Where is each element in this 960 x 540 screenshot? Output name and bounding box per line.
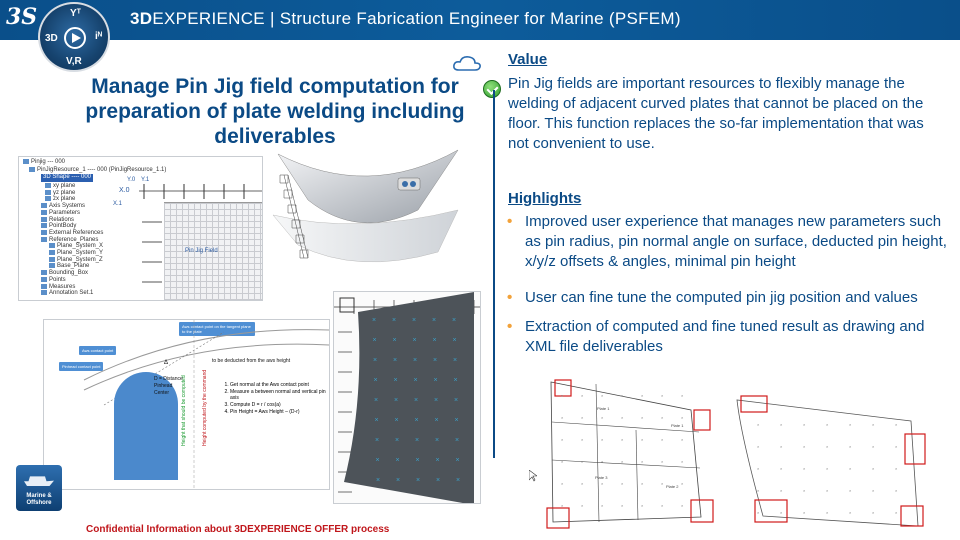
diagram-bubble-tangent: Aws contact point on the tangent plane to the plate <box>179 322 255 336</box>
tree-node-icon <box>41 290 47 295</box>
tree-item-label: Annotation Set.1 <box>49 290 94 297</box>
pin-marker: × <box>681 415 684 420</box>
diagram-step: 2. Measure a between normal and vertical pin axis <box>230 389 326 401</box>
tree-node-icon <box>29 167 35 172</box>
pin-marker: × <box>412 317 417 324</box>
pin-marker: × <box>372 317 377 324</box>
pin-marker: × <box>375 457 380 464</box>
pin-marker: × <box>375 437 380 444</box>
pin-marker: × <box>581 481 584 486</box>
row-ticks <box>117 207 162 301</box>
pin-marker: × <box>561 415 564 420</box>
pin-marker: × <box>601 503 604 508</box>
pin-marker: × <box>661 393 664 398</box>
compass-left: 3D <box>45 33 58 44</box>
pin-marker: × <box>661 415 664 420</box>
pin-marker: × <box>433 377 438 384</box>
tree-node-icon <box>45 190 51 195</box>
pin-marker: × <box>436 477 441 484</box>
pin-marker: × <box>374 417 379 424</box>
mouse-cursor-icon <box>529 470 537 482</box>
highlight-item <box>507 317 947 357</box>
deduct-text: to be deducted from the aws height <box>212 358 291 364</box>
pin-marker: × <box>826 488 829 493</box>
tree-item-label: PinJigResource_1 ---- 000 (PinJigResource_1.1) <box>37 167 167 174</box>
tree-item[interactable] <box>23 159 65 167</box>
pin-marker: × <box>412 337 417 344</box>
tree-item-label: xy plane <box>53 183 76 190</box>
pin-marker: × <box>780 510 783 515</box>
pin-marker: × <box>621 503 624 508</box>
pin-marker: × <box>661 503 664 508</box>
compass-icon[interactable] <box>38 2 110 72</box>
pin-marker: × <box>561 481 564 486</box>
pin-marker: × <box>601 437 604 442</box>
pin-marker: × <box>374 397 379 404</box>
header-bar <box>0 0 960 40</box>
pin-marker: × <box>757 488 760 493</box>
tree-node-icon <box>49 263 55 268</box>
tree-item-label: Plane_System_Y <box>57 250 104 257</box>
pin-marker: × <box>621 415 624 420</box>
pin-marker: × <box>392 317 397 324</box>
pin-marker: × <box>561 393 564 398</box>
tree-node-icon <box>45 196 51 201</box>
tree-node-icon <box>41 230 47 235</box>
drawing-1-lines <box>541 372 721 530</box>
pin-marker: × <box>872 488 875 493</box>
pin-marker: × <box>661 437 664 442</box>
tree-item-label: Relations <box>49 216 75 223</box>
pin-marker: × <box>849 488 852 493</box>
tree-item-label: Points <box>49 276 66 283</box>
pin-marker: × <box>455 457 460 464</box>
pin-marker: × <box>415 457 420 464</box>
pin-marker: × <box>826 466 829 471</box>
compass-bottom: V,R <box>66 56 82 67</box>
tree-node-icon <box>49 243 55 248</box>
compass-right: iᴺ <box>95 31 103 42</box>
pin-marker: × <box>434 417 439 424</box>
pin-marker: × <box>757 422 760 427</box>
column-divider <box>493 90 495 458</box>
pin-marker: × <box>872 466 875 471</box>
pin-marker: × <box>681 437 684 442</box>
highlight-text: Extraction of computed and fine tuned result as drawing and XML file deliverables <box>525 318 925 355</box>
pin-marker: × <box>641 437 644 442</box>
pin-marker: × <box>641 503 644 508</box>
brand-bold: 3D <box>130 9 153 28</box>
pin-marker: × <box>561 503 564 508</box>
tree-item-label: PointBody <box>49 223 77 230</box>
axis-x1-label: X.1 <box>113 201 123 207</box>
pin-marker: × <box>414 417 419 424</box>
pin-marker: × <box>433 357 438 364</box>
tree-node-icon <box>41 284 47 289</box>
pin-marker: × <box>803 466 806 471</box>
highlight-text: User can fine tune the computed pin jig position and values <box>525 289 918 306</box>
pin-marker: × <box>780 466 783 471</box>
highlight-text: Improved user experience that manages new parameters such as pin radius, pin normal angle on surface, deducted pin height, x/y/z offsets & angles, minimal pin height <box>525 213 947 270</box>
pin-marker: × <box>393 357 398 364</box>
pin-marker: × <box>872 510 875 515</box>
highlight-item <box>507 288 947 308</box>
tree-node-icon <box>45 183 51 188</box>
pin-marker: × <box>601 459 604 464</box>
pin-marker: × <box>373 377 378 384</box>
confidential-notice: Confidential Information about 3DEXPERIENCE OFFER process <box>86 524 390 535</box>
pin-marker: × <box>681 503 684 508</box>
marine-offshore-badge <box>16 465 62 511</box>
diagram-steps <box>222 382 326 416</box>
tree-item-label: Reference_Planes <box>49 236 99 243</box>
tree-item-label: Plane_System_X <box>57 243 104 250</box>
pin-marker: × <box>435 457 440 464</box>
vertical-label-computed: Height computed by the command <box>202 369 208 446</box>
pin-marker: × <box>394 397 399 404</box>
pin-marker: × <box>601 393 604 398</box>
pin-marker: × <box>392 337 397 344</box>
vertical-label-should: Height that should be computed <box>181 375 187 446</box>
pin-marker: × <box>641 481 644 486</box>
pin-marker: × <box>872 422 875 427</box>
tree-item-selected[interactable]: 3D Shape ---- 000 <box>43 174 92 180</box>
tree-node-icon <box>49 250 55 255</box>
pin-marker: × <box>826 422 829 427</box>
tree-item[interactable] <box>41 290 93 298</box>
pin-height-diagram <box>43 319 330 490</box>
header-separator: | <box>269 9 275 28</box>
drawing-2-lines <box>733 376 929 531</box>
pin-marker: × <box>394 417 399 424</box>
slide-title: Manage Pin Jig field computation for preparation of plate welding including deliverables <box>85 75 465 148</box>
pin-marker: × <box>849 444 852 449</box>
bullet-dot: • <box>507 289 513 306</box>
pin-marker: × <box>413 357 418 364</box>
pin-marker: × <box>561 459 564 464</box>
tree-item-label: Parameters <box>49 209 81 216</box>
pin-marker: × <box>455 437 460 444</box>
pin-marker: × <box>757 510 760 515</box>
tree-item-label: yz plane <box>53 189 76 196</box>
pin-marker: × <box>803 444 806 449</box>
highlight-item <box>507 212 947 272</box>
plate-drawing-2 <box>733 376 929 531</box>
pin-marker: × <box>413 377 418 384</box>
pin-marker: × <box>757 466 760 471</box>
viewport-grid <box>334 292 481 504</box>
ship-icon <box>24 474 54 486</box>
pin-marker: × <box>456 477 461 484</box>
pin-marker: × <box>681 393 684 398</box>
plate-1-label: Plate 1 <box>597 406 610 411</box>
value-text: Pin Jig fields are important resources to flexibly manage the welding of adjacent curved plates that cannot be placed on the floor. This function replaces the so-far implementation that was not convenient to use. <box>508 75 924 152</box>
pin-marker: × <box>826 510 829 515</box>
tree-node-icon <box>41 217 47 222</box>
pin-marker: × <box>434 397 439 404</box>
tree-node-icon <box>41 270 47 275</box>
pin-marker: × <box>581 393 584 398</box>
delta-symbol: Δ <box>164 360 169 366</box>
header-subtitle: Structure Fabrication Engineer for Marine (PSFEM) <box>279 9 681 28</box>
pin-marker: × <box>780 488 783 493</box>
pin-marker: × <box>661 481 664 486</box>
surface-render-image <box>268 140 468 285</box>
pin-marker: × <box>780 422 783 427</box>
plate-drawing-1 <box>541 372 721 530</box>
tree-item-label: Plane_System_Z <box>57 256 103 263</box>
pin-marker: × <box>372 337 377 344</box>
pin-marker: × <box>452 337 457 344</box>
distance-label: D = Distance <box>154 376 183 382</box>
tree-item-label: Axis Systems <box>49 203 86 210</box>
value-heading: Value <box>508 51 548 68</box>
plate-2-label: Plate 2 <box>666 484 679 489</box>
spec-tree-screenshot <box>18 156 263 301</box>
pin-marker: × <box>895 444 898 449</box>
pin-marker: × <box>454 397 459 404</box>
pin-marker: × <box>395 457 400 464</box>
pin-marker: × <box>895 422 898 427</box>
cloud-icon <box>452 54 482 72</box>
tree-node-icon <box>41 277 47 282</box>
pin-marker: × <box>641 393 644 398</box>
axis-ticks <box>139 181 263 201</box>
tree-item-label: zx plane <box>53 196 76 203</box>
pin-marker: × <box>641 415 644 420</box>
pin-marker: × <box>849 466 852 471</box>
pin-marker: × <box>681 481 684 486</box>
pin-marker: × <box>396 477 401 484</box>
pin-jig-field-label: Pin Jig Field <box>185 248 218 254</box>
pin-marker: × <box>453 357 458 364</box>
axis-y-label: Y.0 <box>127 177 136 183</box>
pin-marker: × <box>581 459 584 464</box>
play-icon[interactable] <box>64 27 86 49</box>
plate-3-label: Plate 3 <box>595 475 608 480</box>
pin-marker: × <box>621 481 624 486</box>
bullet-dot: • <box>507 318 513 335</box>
tree-node-icon <box>49 257 55 262</box>
pinhead-label: Pinhead <box>154 383 173 389</box>
axis-y1-label: Y.1 <box>141 177 150 183</box>
diagram-step: 3. Compute D = r / cos(a) <box>230 402 326 408</box>
pin-marker: × <box>435 437 440 444</box>
pin-marker: × <box>581 415 584 420</box>
tree-item-label: Pinjig --- 000 <box>31 159 66 166</box>
tree-item-label: Measures <box>49 283 76 290</box>
pin-marker: × <box>393 377 398 384</box>
pin-marker: × <box>601 481 604 486</box>
diagram-step: 1. Get normal at the Aws contact point <box>230 382 326 388</box>
pin-marker: × <box>757 444 760 449</box>
pin-marker: × <box>432 337 437 344</box>
pin-marker: × <box>452 317 457 324</box>
pin-marker: × <box>395 437 400 444</box>
diagram-bubble-aws: Aws contact point <box>79 346 116 355</box>
pin-marker: × <box>416 477 421 484</box>
pin-marker: × <box>641 459 644 464</box>
pin-marker: × <box>453 377 458 384</box>
pin-marker: × <box>849 510 852 515</box>
brand-rest: EXPERIENCE <box>152 9 265 28</box>
pin-marker: × <box>681 459 684 464</box>
pin-marker: × <box>415 437 420 444</box>
compass-top: Yᵀ <box>70 8 82 19</box>
pin-marker: × <box>621 437 624 442</box>
pin-marker: × <box>376 477 381 484</box>
pin-marker: × <box>872 444 875 449</box>
badge-line-1: Marine & <box>26 493 52 499</box>
pin-marker: × <box>621 459 624 464</box>
pin-marker: × <box>581 503 584 508</box>
pin-marker: × <box>803 488 806 493</box>
pin-marker: × <box>601 415 604 420</box>
highlights-heading: Highlights <box>508 190 582 207</box>
tree-node-icon <box>41 210 47 215</box>
pin-marker: × <box>895 488 898 493</box>
tree-item-label: External References <box>49 229 104 236</box>
dassault-logo: 3S <box>6 4 38 30</box>
bullet-dot: • <box>507 213 513 230</box>
tree-node-icon <box>41 237 47 242</box>
pin-marker: × <box>895 466 898 471</box>
badge-line-2: Offshore <box>26 500 52 506</box>
pin-marker: × <box>780 444 783 449</box>
header-title <box>130 9 681 29</box>
pin-marker: × <box>826 444 829 449</box>
pin-viewport-image <box>333 291 481 504</box>
axis-x-label: X.0 <box>119 187 130 194</box>
tree-node-icon <box>41 223 47 228</box>
pin-marker: × <box>432 317 437 324</box>
pin-marker: × <box>561 437 564 442</box>
pin-marker: × <box>661 459 664 464</box>
diagram-step: 4. Pin Height = Aws Height – (D-r) <box>230 409 326 415</box>
tree-node-icon <box>41 203 47 208</box>
pin-marker: × <box>414 397 419 404</box>
diagram-bubble-pinhead: Pinhead contact point <box>59 362 103 371</box>
check-icon <box>483 80 501 98</box>
pin-marker: × <box>373 357 378 364</box>
pin-marker: × <box>849 422 852 427</box>
tree-item-label: Base_Plane <box>57 263 90 270</box>
pin-marker: × <box>621 393 624 398</box>
center-label: Center <box>154 390 170 396</box>
pin-marker: × <box>454 417 459 424</box>
tree-item-label: Bounding_Box <box>49 270 89 277</box>
pin-marker: × <box>581 437 584 442</box>
pin-marker: × <box>803 510 806 515</box>
pin-marker: × <box>803 422 806 427</box>
plate-1b-label: Plate 1 <box>671 423 684 428</box>
tree-node-icon <box>23 159 29 164</box>
pin-marker: × <box>895 510 898 515</box>
